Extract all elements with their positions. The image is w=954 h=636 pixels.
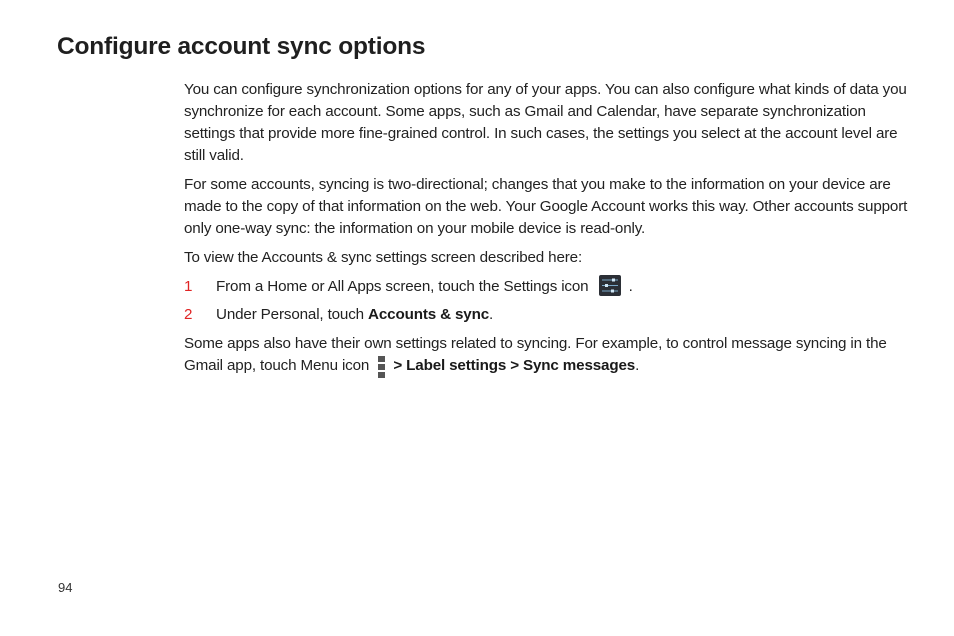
step-1 xyxy=(184,276,912,298)
menu-vertical-icon xyxy=(378,356,385,378)
accounts-sync-label: Accounts & sync xyxy=(368,306,490,323)
paragraph-two-directional: For some accounts, syncing is two-directional; changes that you make to the information on your device are made to the copy of that information on the web. Your Google Account works this way. Other accounts support only one-way sync: the information on your mobile device is read-only. xyxy=(184,176,908,237)
step-number: 2 xyxy=(184,306,193,323)
content-body xyxy=(184,79,912,384)
paragraph-view-accounts: To view the Accounts & sync settings screen described here: xyxy=(184,249,583,266)
app-settings-end: . xyxy=(635,357,640,375)
step-text: Under Personal, touch xyxy=(216,306,369,323)
paragraph-app-settings xyxy=(184,333,912,377)
step-number: 1 xyxy=(184,278,193,295)
app-settings-text: Some apps also have their own settings related to syncing. For example, to control message syncing in the Gmail app, touch Menu icon xyxy=(184,335,887,375)
paragraph-sync-options: You can configure synchronization options for any of your apps. You can also configure what kinds of data you synchronize for each account. Some apps, such as Gmail and Calendar, have separate synchronization settings that provide more fine-grained control. In such cases, the settings you select at the account level are still valid. xyxy=(184,81,907,164)
steps-list xyxy=(184,276,912,326)
step-text-end: . xyxy=(489,306,494,323)
step-2 xyxy=(184,304,912,326)
settings-sliders-icon xyxy=(599,275,621,296)
page-number: 94 xyxy=(58,580,73,595)
step-text: From a Home or All Apps screen, touch the Settings icon xyxy=(216,278,589,295)
label-settings-path: > Label settings > Sync messages xyxy=(393,357,636,375)
page-title: Configure account sync options xyxy=(57,33,426,60)
step-text-end: . xyxy=(628,278,633,295)
